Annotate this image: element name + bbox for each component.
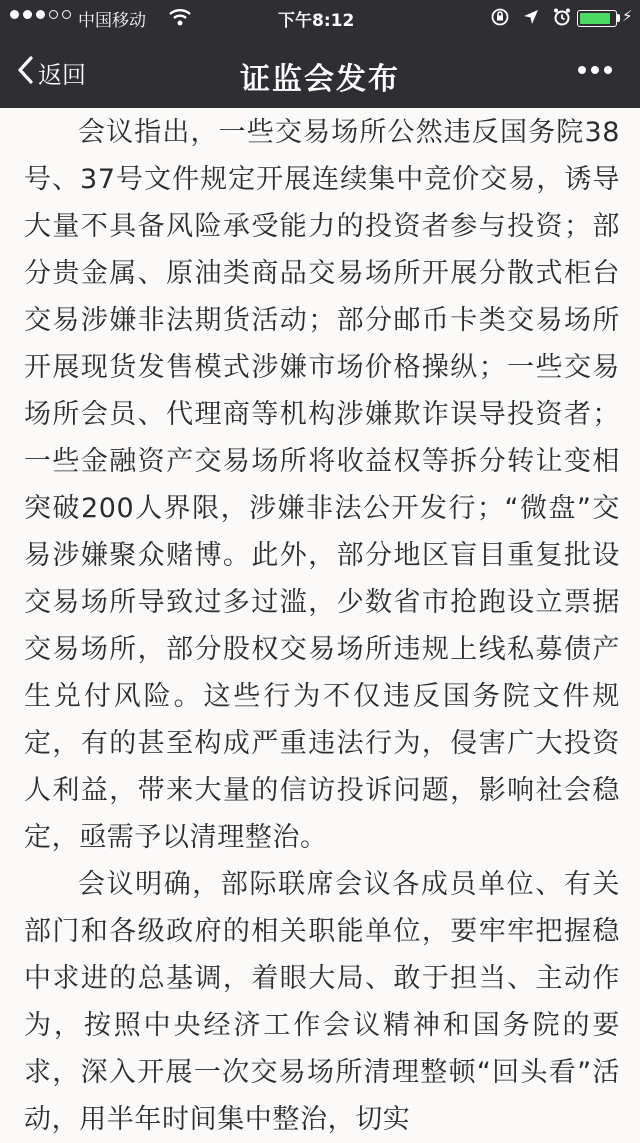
battery-tip (617, 14, 620, 22)
signal-dot (36, 10, 45, 19)
navigation-bar (0, 36, 640, 108)
top-bar (0, 0, 640, 108)
wifi-icon (168, 7, 192, 32)
signal-dot (10, 10, 19, 19)
location-arrow-icon (522, 8, 540, 31)
charging-bolt-icon: ⚡ (622, 7, 633, 25)
status-bar (0, 0, 640, 36)
page-title: 证监会发布 (240, 62, 400, 97)
article-body (24, 109, 620, 1143)
battery-icon (577, 10, 617, 27)
signal-dot (62, 10, 71, 19)
battery-level (580, 13, 610, 24)
more-dots-icon[interactable] (578, 66, 612, 74)
signal-dot (49, 10, 58, 19)
article-paragraph: 会议指出，一些交易场所公然违反国务院38号、37号文件规定开展连续集中竞价交易，诱导大量不具备风险承受能力的投资者参与投资；部分贵金属、原油类商品交易场所开展分散式柜台交易涉嫌非法期货活动；部分邮币卡类交易场所开展现货发售模式涉嫌市场价格操纵；一些交易场所会员、代理商等机构涉嫌欺诈误导投资者；一些金融资产交易场所将收益权等拆分转让变相突破200人界限，涉嫌非法公开发行；“微盘”交易涉嫌聚众赌博。此外，部分地区盲目重复批设交易场所导致过多过滥，少数省市抢跑设立票据交易场所，部分股权交易场所违规上线私募债产生兑付风险。这些行为不仅违反国务院文件规定，有的甚至构成严重违法行为，侵害广大投资人利益，带来大量的信访投诉问题，影响社会稳定，亟需予以清理整治。 (24, 117, 620, 853)
article-paragraph: 会议明确，部际联席会议各成员单位、有关部门和各级政府的相关职能单位，要牢牢把握稳中求进的总基调，着眼大局、敢于担当、主动作为，按照中央经济工作会议精神和国务院的要求，深入开展一次交易场所清理整顿“回头看”活动，用半年时间集中整治，切实 (24, 869, 620, 1135)
back-label: 返回 (38, 60, 86, 89)
orientation-lock-icon (490, 7, 510, 32)
clock-time: 下午8:12 (278, 11, 355, 31)
alarm-icon (552, 7, 572, 32)
signal-strength-icon (10, 10, 71, 19)
carrier-name: 中国移动 (78, 11, 146, 31)
signal-dot (23, 10, 32, 19)
status-icons (490, 7, 572, 32)
